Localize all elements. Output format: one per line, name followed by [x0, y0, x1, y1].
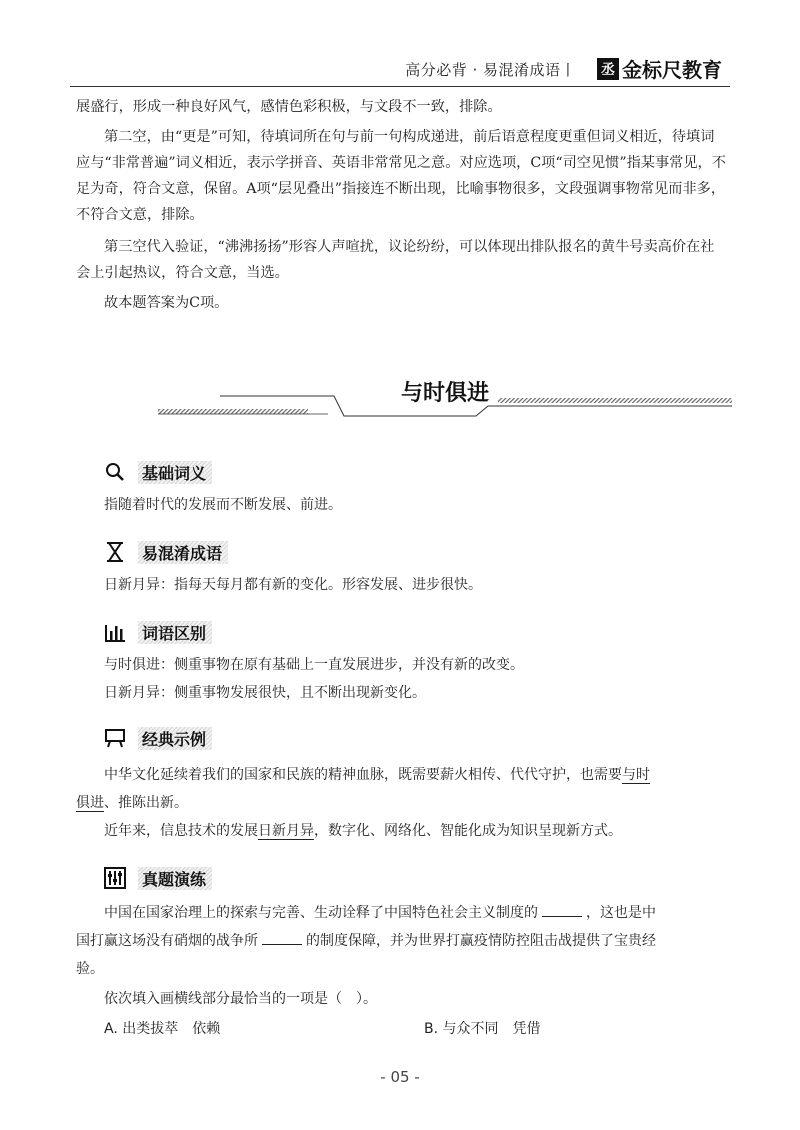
answer-blank-2[interactable] — [262, 931, 302, 945]
intro-paragraph-3: 第三空代入验证，“沸沸扬扬”形容人声喧扰，议论纷纷，可以体现出排队报名的黄牛号卖高价在社会上引起热议，符合文意，当选。 — [76, 239, 715, 281]
example-1-pre: 中华文化延续着我们的国家和民族的精神血脉，既需要薪火相传、代代守护，也需要 — [104, 767, 622, 783]
search-icon — [104, 461, 126, 483]
example-1-cont — [76, 790, 696, 816]
hourglass-icon — [104, 541, 126, 563]
section-label-practice: 真题演练 — [138, 867, 212, 890]
answer-blank-1[interactable] — [542, 903, 582, 917]
idiom-title: 与时俱进 — [400, 381, 489, 406]
section-confusable — [104, 540, 228, 564]
brand-name: 金标尺教育 — [622, 58, 722, 82]
section-basic-meaning — [104, 460, 212, 484]
question-line-2 — [76, 928, 726, 954]
question-prompt: 依次填入画横线部分最恰当的一项是（ ）。 — [104, 991, 377, 1007]
section-label-confusable: 易混淆成语 — [138, 541, 228, 564]
intro-paragraph-1: 展盛行，形成一种良好风气，感情色彩积极，与文段不一致，排除。 — [76, 99, 502, 115]
intro-paragraph-4: 故本题答案为C项。 — [104, 295, 229, 311]
difference-line-2: 日新月异：侧重事物发展很快，且不断出现新变化。 — [104, 685, 426, 701]
section-label-examples: 经典示例 — [138, 727, 212, 750]
board-icon — [104, 727, 126, 749]
question-line-1a: 中国在国家治理上的探索与完善、生动诠释了中国特色社会主义制度的 — [104, 905, 538, 921]
example-1-underline-a: 与时 — [622, 767, 650, 783]
page-header — [0, 52, 800, 86]
header-rule — [70, 86, 730, 87]
example-1 — [104, 762, 724, 788]
option-b[interactable]: B. 与众不同 凭借 — [424, 1021, 541, 1037]
example-2-post: ，数字化、网络化、智能化成为知识呈现新方式。 — [314, 823, 622, 839]
question-line-2a: 国打赢这场没有硝烟的战争所 — [76, 933, 258, 949]
bar-chart-icon — [104, 621, 126, 643]
question-line-2b: 的制度保障，并为世界打赢疫情防控阻击战提供了宝贵经 — [306, 933, 656, 949]
example-1-underline-b: 俱进 — [76, 795, 104, 811]
section-difference — [104, 620, 212, 644]
confusable-text: 日新月异：指每天每月都有新的变化。形容发展、进步很快。 — [104, 577, 482, 593]
idiom-title-band — [158, 376, 732, 426]
brand-icon: 丞 — [597, 58, 619, 80]
section-practice — [104, 866, 212, 890]
question-line-1b: ，这也是中 — [586, 905, 656, 921]
header-category: 高分必背 · 易混淆成语丨 — [405, 61, 576, 79]
example-2 — [104, 818, 724, 844]
question-line-3: 验。 — [76, 961, 104, 977]
intro-paragraph-2: 第二空，由“更是”可知，待填词所在句与前一句构成递进，前后语意程度更重但词义相近，待填词应与“非常普遍”词义相近，表示学拼音、英语非常常见之意。对应选项，C项“司空见惯”指某事常见，不足为奇，符合文意，保留。A项“层见叠出”指接连不断出现，比喻事物很多，文段强调事物常见而非多，不符合文意，排除。 — [76, 129, 726, 223]
brand-logo — [597, 54, 722, 83]
section-label-basic: 基础词义 — [138, 461, 212, 484]
question-line-1 — [104, 900, 724, 926]
example-2-pre: 近年来，信息技术的发展 — [104, 823, 258, 839]
difference-line-1: 与时俱进：侧重事物在原有基础上一直发展进步，并没有新的改变。 — [104, 657, 524, 673]
example-2-underline: 日新月异 — [258, 823, 314, 839]
basic-meaning-text: 指随着时代的发展而不断发展、前进。 — [104, 497, 342, 513]
section-label-difference: 词语区别 — [138, 621, 212, 644]
section-examples — [104, 726, 212, 750]
example-1-post: 、推陈出新。 — [104, 795, 188, 811]
page-number: - 05 - — [380, 1068, 420, 1086]
sliders-icon — [104, 867, 126, 889]
option-a[interactable]: A. 出类拔萃 依赖 — [104, 1021, 221, 1037]
